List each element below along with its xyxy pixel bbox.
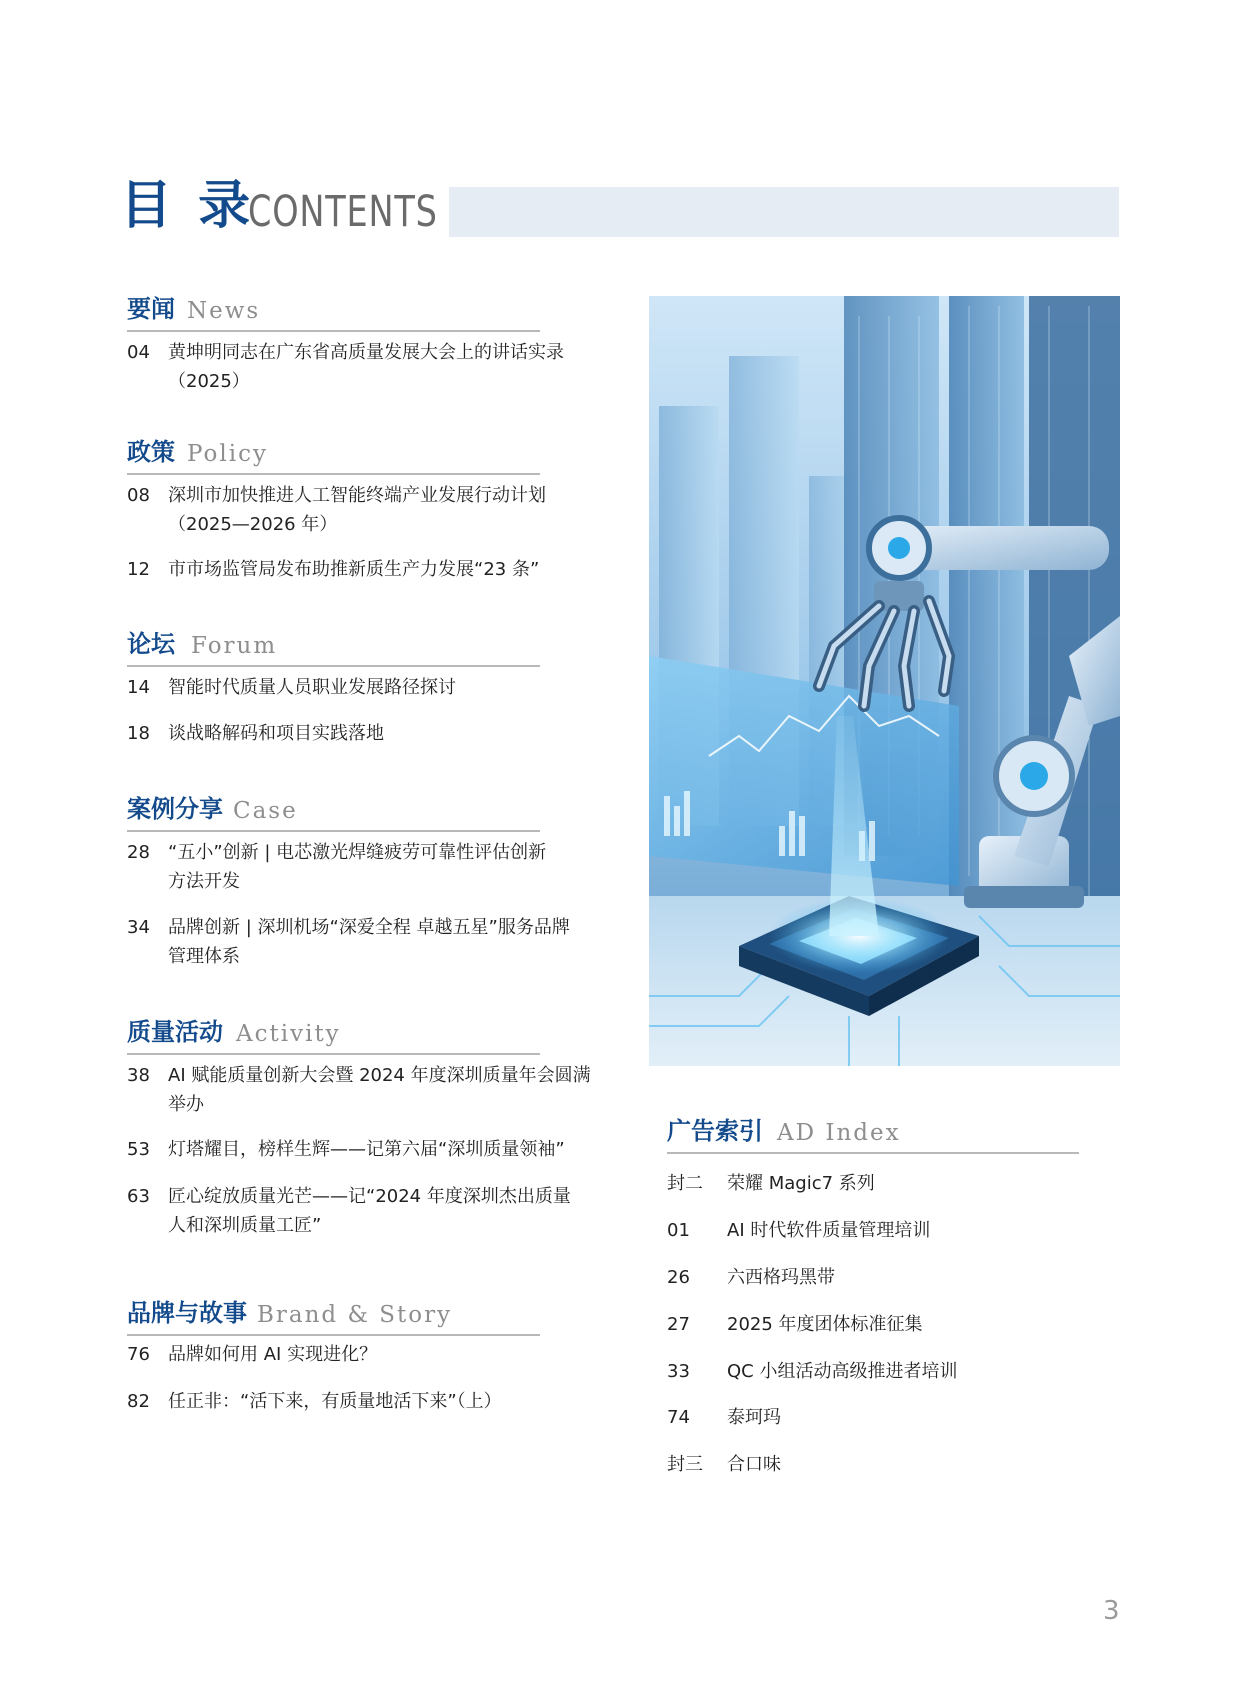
page-number: 76	[127, 1344, 150, 1365]
entry-title: AI 赋能质量创新大会暨 2024 年度深圳质量年会圆满 举办	[168, 1065, 591, 1115]
section-title: 案例分享	[127, 795, 223, 823]
section-title-en: AD Index	[777, 1120, 901, 1146]
page-number: 04	[127, 342, 150, 363]
ad-page: 封三	[667, 1454, 703, 1475]
section-header-case	[127, 790, 540, 832]
page-number: 63	[127, 1186, 150, 1207]
section-title: 要闻	[127, 295, 175, 323]
entry-title: “五小”创新 | 电芯激光焊缝疲劳可靠性评估创新 方法开发	[168, 842, 547, 892]
section-header-policy	[127, 433, 540, 475]
ad-title: 合口味	[727, 1454, 781, 1475]
ad-title: 荣耀 Magic7 系列	[727, 1173, 875, 1194]
ad-title: QC 小组活动高级推进者培训	[727, 1361, 958, 1382]
entry-title: 品牌创新 | 深圳机场“深爱全程 卓越五星”服务品牌 管理体系	[168, 917, 570, 967]
entry-title: 深圳市加快推进人工智能终端产业发展行动计划 （2025—2026 年）	[168, 485, 546, 535]
entry-title: 任正非：“活下来，有质量地活下来”（上）	[168, 1391, 502, 1412]
entry-title: 黄坤明同志在广东省高质量发展大会上的讲话实录 （2025）	[168, 342, 564, 392]
page-number: 38	[127, 1065, 150, 1086]
page-number: 53	[127, 1139, 150, 1160]
section-header-activity	[127, 1013, 540, 1055]
entry-title: 品牌如何用 AI 实现进化？	[168, 1344, 378, 1365]
entry-title: 匠心绽放质量光芒——记“2024 年度深圳杰出质量 人和深圳质量工匠”	[168, 1186, 571, 1236]
robot-arm-chip-image	[649, 296, 1120, 1066]
section-header-news	[127, 290, 540, 332]
section-title: 论坛	[127, 630, 175, 658]
section-header-brand-story	[127, 1294, 540, 1336]
section-title: 品牌与故事	[127, 1299, 247, 1327]
page-number: 12	[127, 559, 150, 580]
ad-title: 六西格玛黑带	[727, 1267, 835, 1288]
page-number: 08	[127, 485, 150, 506]
ad-page: 33	[667, 1361, 690, 1382]
section-title-en: News	[187, 298, 261, 324]
section-title-en: Activity	[236, 1021, 341, 1047]
section-title-en: Forum	[191, 633, 278, 659]
section-title-en: Brand & Story	[257, 1302, 453, 1328]
page-number-footer: 3	[1103, 1596, 1120, 1626]
page-number: 34	[127, 917, 150, 938]
section-title-en: Policy	[187, 441, 268, 467]
ad-title: 2025 年度团体标准征集	[727, 1314, 923, 1335]
section-title: 政策	[127, 438, 175, 466]
ad-page: 74	[667, 1407, 690, 1428]
ad-page: 封二	[667, 1173, 703, 1194]
page-number: 18	[127, 723, 150, 744]
entry-title: 市市场监管局发布助推新质生产力发展“23 条”	[168, 559, 540, 580]
section-title: 质量活动	[127, 1018, 223, 1046]
header-bar	[449, 187, 1119, 237]
ad-title: AI 时代软件质量管理培训	[727, 1220, 931, 1241]
entry-title: 谈战略解码和项目实践落地	[168, 723, 384, 744]
ad-page: 26	[667, 1267, 690, 1288]
ad-page: 27	[667, 1314, 690, 1335]
entry-title: 灯塔耀目，榜样生辉——记第六届“深圳质量领袖”	[168, 1139, 565, 1160]
page-number: 28	[127, 842, 150, 863]
page-title: 目 录	[120, 176, 255, 236]
page-number: 82	[127, 1391, 150, 1412]
ad-title: 泰珂玛	[727, 1407, 781, 1428]
section-header-forum	[127, 625, 540, 667]
section-title-en: Case	[233, 798, 298, 824]
section-header-ad-index	[667, 1112, 1079, 1154]
ad-page: 01	[667, 1220, 690, 1241]
page-number: 14	[127, 677, 150, 698]
entry-title: 智能时代质量人员职业发展路径探讨	[168, 677, 456, 698]
section-title: 广告索引	[667, 1117, 763, 1145]
page-title-contents: CONTENTS	[248, 187, 438, 237]
